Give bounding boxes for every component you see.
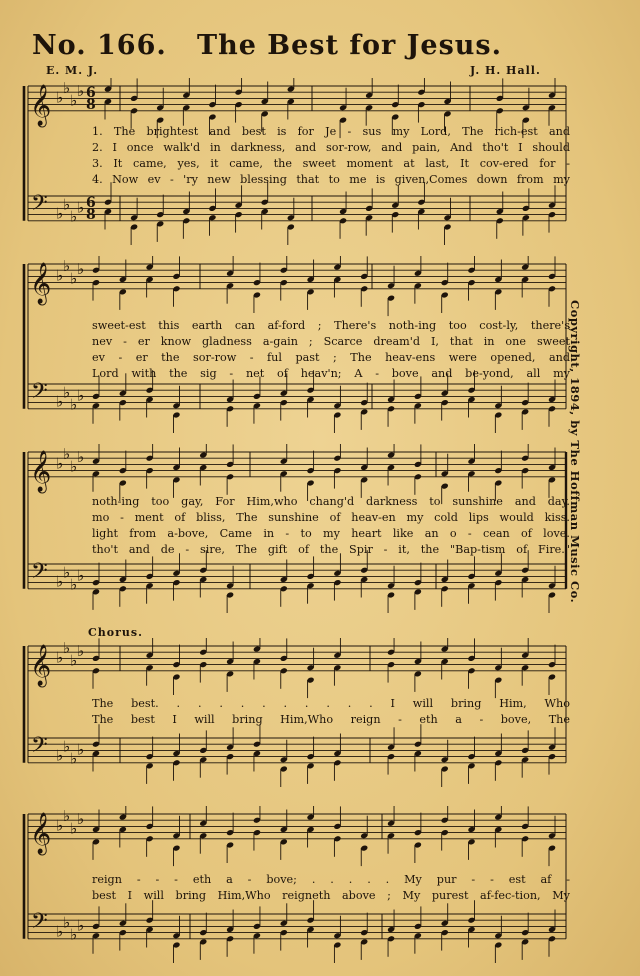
lyric-line: mo - ment of bliss, The sunshine of heav-en my cold lips would kiss. [92, 511, 570, 524]
flat-icon: ♭ [63, 913, 71, 932]
composer-credit: J. H. Hall. [470, 64, 541, 77]
verse-lyrics [92, 494, 570, 558]
flat-icon: ♭ [77, 82, 85, 101]
flat-icon: ♭ [63, 639, 71, 658]
flat-icon: ♭ [70, 457, 78, 476]
flat-icon: ♭ [56, 454, 64, 473]
lyric-line: The best. . . . . . . . . . . I will bring Him, Who [92, 697, 570, 710]
lyric-line: light from a-bove, Came in - to my heart like an o - cean of love. [92, 527, 570, 540]
flat-icon: ♭ [77, 448, 85, 467]
lyric-line: ev - er the sor-row - ful past ; The heav-ens were opened, and [92, 351, 570, 364]
lyric-line: 2. I once walk'd in darkness, and sor-row, and pain, And tho't I should [92, 141, 570, 154]
treble-clef-icon: 𝄞 [30, 262, 52, 304]
verse-lyrics [92, 318, 570, 382]
music-system-3 [0, 444, 640, 620]
lyric-line: best I will bring Him,Who reigneth above ; My purest af-fec-tion, My [92, 889, 570, 902]
flat-icon: ♭ [56, 648, 64, 667]
music-system-2 [0, 256, 640, 442]
flat-icon: ♭ [77, 386, 85, 405]
flat-icon: ♭ [77, 916, 85, 935]
flat-icon: ♭ [63, 79, 71, 98]
chorus-label: Chorus. [88, 626, 143, 639]
flat-icon: ♭ [70, 91, 78, 110]
flat-icon: ♭ [63, 445, 71, 464]
treble-clef-icon: 𝄞 [30, 450, 52, 492]
bass-clef-icon: 𝄢 [31, 909, 48, 939]
bass-clef-icon: 𝄢 [31, 379, 48, 409]
flat-icon: ♭ [63, 195, 71, 214]
flat-icon: ♭ [63, 737, 71, 756]
flat-icon: ♭ [63, 563, 71, 582]
time-signature-bottom: 8 [86, 207, 96, 223]
flat-icon: ♭ [70, 651, 78, 670]
lyric-line: 1. The brightest and best is for Je - sus my Lord, The rich-est and [92, 125, 570, 138]
flat-icon: ♭ [63, 257, 71, 276]
flat-icon: ♭ [70, 575, 78, 594]
treble-clef-icon: 𝄞 [30, 812, 52, 854]
time-signature-top: 6 [86, 195, 96, 211]
chorus-lyrics [92, 872, 570, 904]
flat-icon: ♭ [70, 207, 78, 226]
flat-icon: ♭ [70, 395, 78, 414]
lyric-line: 4. Now ev - 'ry new blessing that to me is given,Comes down from my [92, 173, 570, 186]
copyright-notice: Copyright, 1894, by The Hoffman Music Co. [568, 300, 582, 604]
flat-icon: ♭ [56, 204, 64, 223]
chorus-lyrics [92, 696, 570, 728]
flat-icon: ♭ [56, 922, 64, 941]
treble-clef-icon: 𝄞 [30, 84, 52, 126]
flat-icon: ♭ [77, 642, 85, 661]
flat-icon: ♭ [77, 810, 85, 829]
hymn-title: The Best for Jesus. [197, 30, 503, 61]
lyric-line: sweet-est this earth can af-ford ; There's noth-ing too cost-ly, there's [92, 319, 570, 332]
flat-icon: ♭ [56, 746, 64, 765]
flat-icon: ♭ [56, 266, 64, 285]
flat-icon: ♭ [63, 807, 71, 826]
lyric-line: reign - - - eth a - bove; . . . . . My pur - - est af - [92, 873, 570, 886]
bass-clef-icon: 𝄢 [31, 559, 48, 589]
music-system-4 [0, 638, 640, 796]
flat-icon: ♭ [70, 819, 78, 838]
flat-icon: ♭ [77, 740, 85, 759]
flat-icon: ♭ [56, 392, 64, 411]
flat-icon: ♭ [70, 269, 78, 288]
time-signature-bottom: 8 [86, 97, 96, 113]
flat-icon: ♭ [70, 925, 78, 944]
music-system-1 [0, 78, 640, 254]
treble-clef-icon: 𝄞 [30, 644, 52, 686]
flat-icon: ♭ [56, 816, 64, 835]
flat-icon: ♭ [63, 383, 71, 402]
flat-icon: ♭ [70, 749, 78, 768]
lyric-line: 3. It came, yes, it came, the sweet moment at last, It cov-ered for - [92, 157, 570, 170]
lyric-line: The best I will bring Him,Who reign - eth a - bove, The [92, 713, 570, 726]
lyricist-credit: E. M. J. [46, 64, 99, 77]
music-system-5 [0, 806, 640, 970]
lyric-line: nev - er know gladness a-gain ; Scarce dream'd I, that in one sweet [92, 335, 570, 348]
lyric-line: tho't and de - sire, The gift of the Spir - it, the "Bap-tism of Fire." [92, 543, 570, 556]
flat-icon: ♭ [56, 572, 64, 591]
flat-icon: ♭ [77, 198, 85, 217]
verse-lyrics [92, 124, 570, 188]
lyric-line: noth-ing too gay, For Him,who chang'd darkness to sunshine and day. [92, 495, 570, 508]
flat-icon: ♭ [77, 260, 85, 279]
lyric-line: Lord with the sig - net of heav'n; A - bove and be-yond, all my [92, 367, 570, 380]
bass-clef-icon: 𝄢 [31, 733, 48, 763]
hymn-number: No. 166. [32, 30, 167, 61]
time-signature-top: 6 [86, 85, 96, 101]
flat-icon: ♭ [56, 88, 64, 107]
flat-icon: ♭ [77, 566, 85, 585]
bass-clef-icon: 𝄢 [31, 191, 48, 221]
